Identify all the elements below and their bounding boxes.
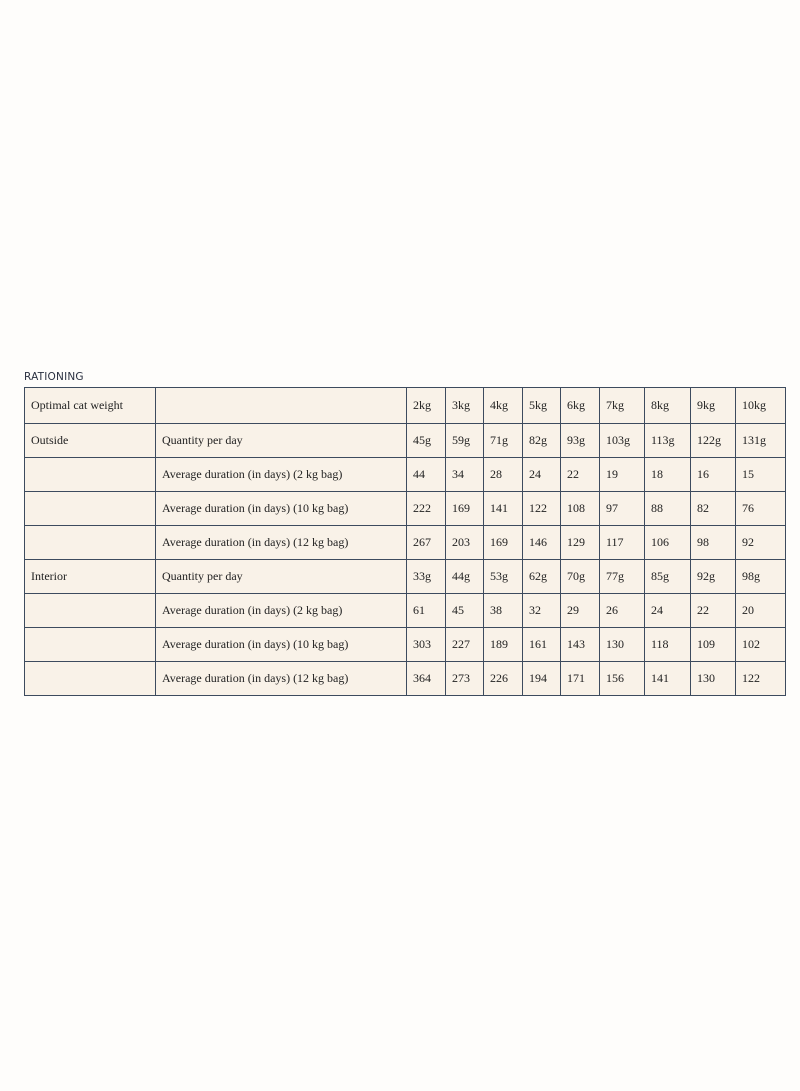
weight-header-cell: 7kg <box>600 388 645 424</box>
weight-header-cell: 10kg <box>736 388 786 424</box>
value-cell: 85g <box>645 560 691 594</box>
value-cell: 88 <box>645 492 691 526</box>
group-label-cell <box>25 662 156 696</box>
table-row <box>25 492 786 526</box>
value-cell: 98g <box>736 560 786 594</box>
weight-row-label: Optimal cat weight <box>25 388 156 424</box>
value-cell: 226 <box>484 662 523 696</box>
weight-header-cell: 2kg <box>407 388 446 424</box>
row-label-cell: Average duration (in days) (12 kg bag) <box>156 662 407 696</box>
value-cell: 92g <box>691 560 736 594</box>
value-cell: 131g <box>736 424 786 458</box>
value-cell: 169 <box>484 526 523 560</box>
value-cell: 15 <box>736 458 786 492</box>
rationing-table <box>24 387 786 696</box>
value-cell: 45 <box>446 594 484 628</box>
value-cell: 24 <box>645 594 691 628</box>
value-cell: 156 <box>600 662 645 696</box>
value-cell: 38 <box>484 594 523 628</box>
value-cell: 98 <box>691 526 736 560</box>
value-cell: 113g <box>645 424 691 458</box>
row-label-cell: Average duration (in days) (10 kg bag) <box>156 492 407 526</box>
empty-cell <box>156 388 407 424</box>
value-cell: 62g <box>523 560 561 594</box>
group-label-cell: Interior <box>25 560 156 594</box>
value-cell: 93g <box>561 424 600 458</box>
table-row <box>25 594 786 628</box>
value-cell: 71g <box>484 424 523 458</box>
weight-header-cell: 6kg <box>561 388 600 424</box>
row-label-cell: Average duration (in days) (10 kg bag) <box>156 628 407 662</box>
value-cell: 102 <box>736 628 786 662</box>
value-cell: 103g <box>600 424 645 458</box>
value-cell: 171 <box>561 662 600 696</box>
value-cell: 22 <box>561 458 600 492</box>
value-cell: 16 <box>691 458 736 492</box>
row-label-cell: Average duration (in days) (12 kg bag) <box>156 526 407 560</box>
group-label-cell <box>25 628 156 662</box>
value-cell: 18 <box>645 458 691 492</box>
value-cell: 227 <box>446 628 484 662</box>
value-cell: 53g <box>484 560 523 594</box>
value-cell: 141 <box>484 492 523 526</box>
value-cell: 122 <box>523 492 561 526</box>
value-cell: 189 <box>484 628 523 662</box>
value-cell: 24 <box>523 458 561 492</box>
group-label-cell <box>25 458 156 492</box>
value-cell: 203 <box>446 526 484 560</box>
table-row <box>25 424 786 458</box>
group-label-cell: Outside <box>25 424 156 458</box>
value-cell: 26 <box>600 594 645 628</box>
value-cell: 45g <box>407 424 446 458</box>
value-cell: 130 <box>691 662 736 696</box>
table-row <box>25 458 786 492</box>
weight-header-cell: 5kg <box>523 388 561 424</box>
value-cell: 82g <box>523 424 561 458</box>
row-label-cell: Quantity per day <box>156 424 407 458</box>
row-label-cell: Average duration (in days) (2 kg bag) <box>156 458 407 492</box>
section-title: RATIONING <box>24 371 84 383</box>
group-label-cell <box>25 594 156 628</box>
value-cell: 122 <box>736 662 786 696</box>
value-cell: 76 <box>736 492 786 526</box>
value-cell: 29 <box>561 594 600 628</box>
table-row <box>25 560 786 594</box>
value-cell: 222 <box>407 492 446 526</box>
value-cell: 106 <box>645 526 691 560</box>
value-cell: 146 <box>523 526 561 560</box>
group-label-cell <box>25 526 156 560</box>
value-cell: 59g <box>446 424 484 458</box>
value-cell: 70g <box>561 560 600 594</box>
value-cell: 194 <box>523 662 561 696</box>
table-row <box>25 628 786 662</box>
value-cell: 97 <box>600 492 645 526</box>
value-cell: 82 <box>691 492 736 526</box>
value-cell: 92 <box>736 526 786 560</box>
weight-header-cell: 4kg <box>484 388 523 424</box>
weight-header-cell: 3kg <box>446 388 484 424</box>
weight-header-cell: 8kg <box>645 388 691 424</box>
weight-header-cell: 9kg <box>691 388 736 424</box>
value-cell: 303 <box>407 628 446 662</box>
value-cell: 44 <box>407 458 446 492</box>
table-header-row <box>25 388 786 424</box>
row-label-cell: Quantity per day <box>156 560 407 594</box>
value-cell: 143 <box>561 628 600 662</box>
value-cell: 161 <box>523 628 561 662</box>
value-cell: 273 <box>446 662 484 696</box>
value-cell: 34 <box>446 458 484 492</box>
value-cell: 22 <box>691 594 736 628</box>
value-cell: 77g <box>600 560 645 594</box>
value-cell: 19 <box>600 458 645 492</box>
group-label-cell <box>25 492 156 526</box>
value-cell: 130 <box>600 628 645 662</box>
value-cell: 122g <box>691 424 736 458</box>
value-cell: 61 <box>407 594 446 628</box>
value-cell: 20 <box>736 594 786 628</box>
value-cell: 32 <box>523 594 561 628</box>
value-cell: 118 <box>645 628 691 662</box>
row-label-cell: Average duration (in days) (2 kg bag) <box>156 594 407 628</box>
value-cell: 108 <box>561 492 600 526</box>
value-cell: 141 <box>645 662 691 696</box>
value-cell: 129 <box>561 526 600 560</box>
value-cell: 28 <box>484 458 523 492</box>
value-cell: 44g <box>446 560 484 594</box>
table-row <box>25 526 786 560</box>
value-cell: 364 <box>407 662 446 696</box>
value-cell: 117 <box>600 526 645 560</box>
value-cell: 33g <box>407 560 446 594</box>
value-cell: 109 <box>691 628 736 662</box>
value-cell: 169 <box>446 492 484 526</box>
value-cell: 267 <box>407 526 446 560</box>
table-row <box>25 662 786 696</box>
